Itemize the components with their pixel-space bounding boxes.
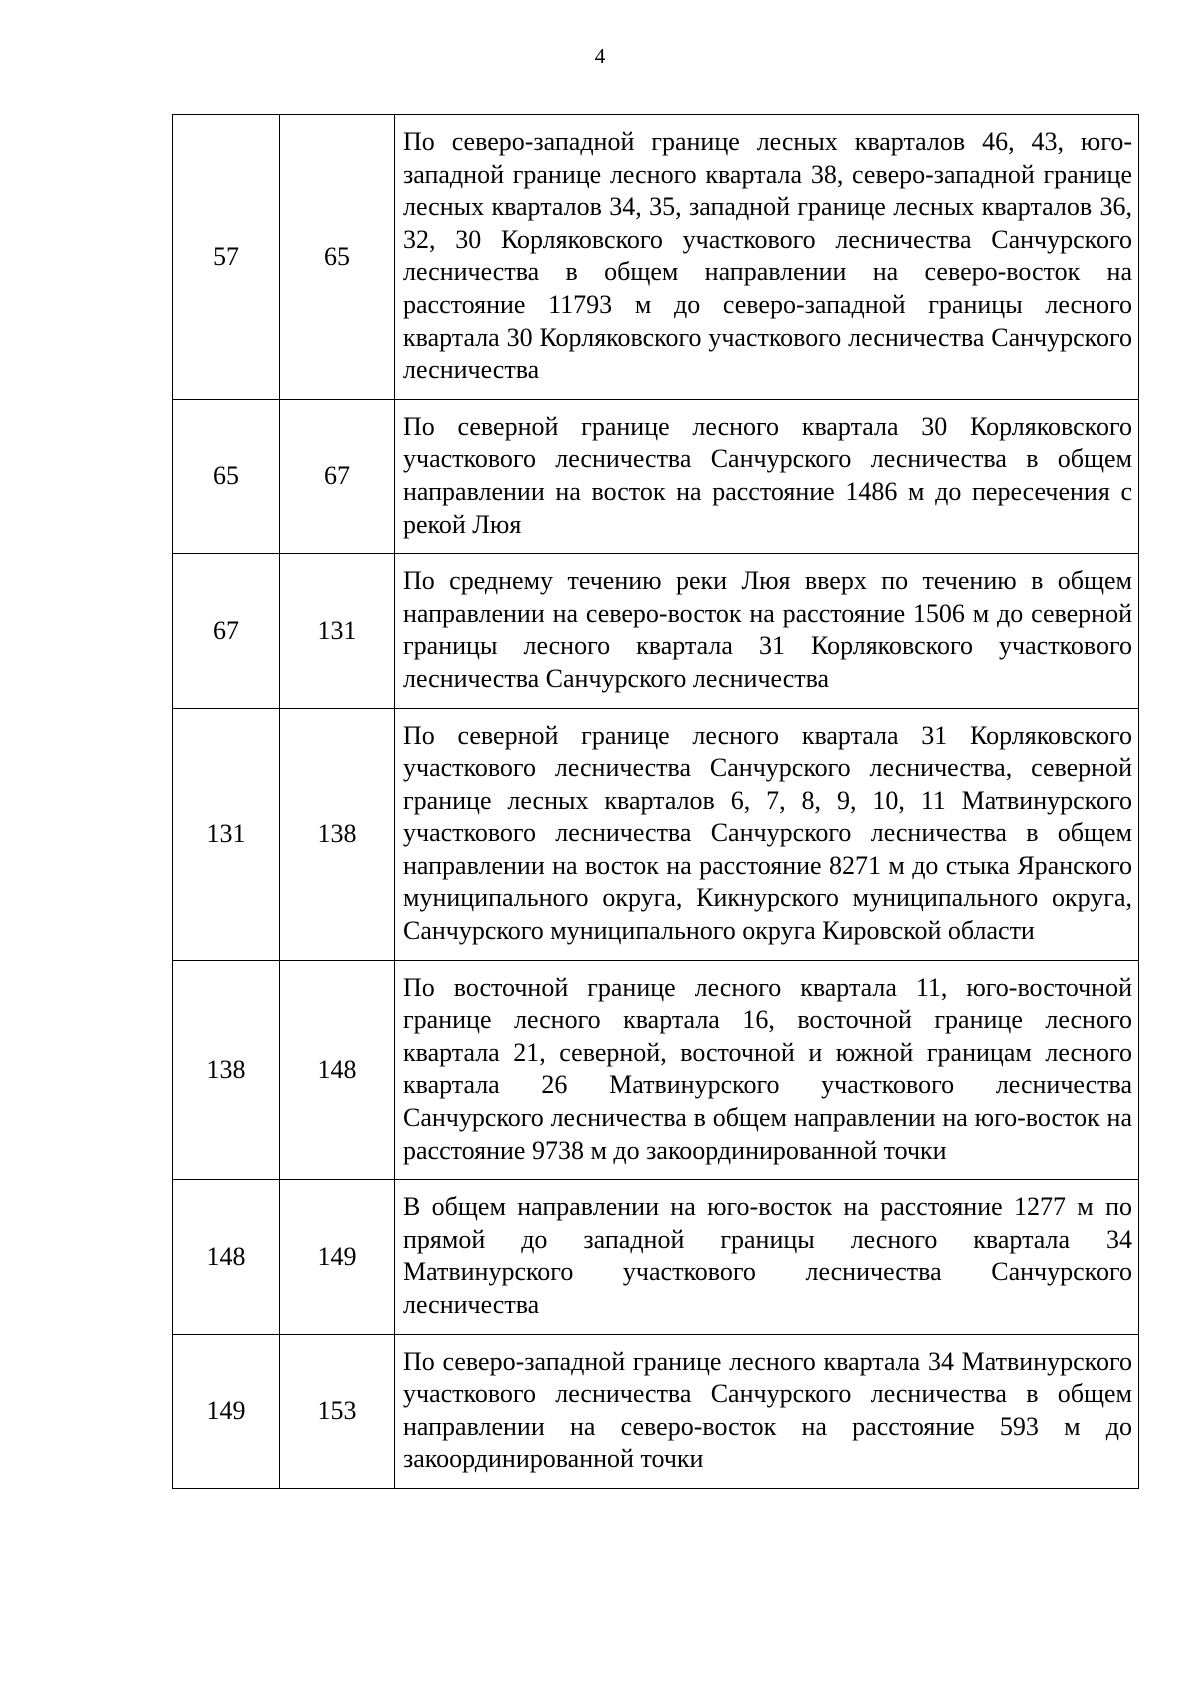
description-cell: По восточной границе лесного квартала 11, юго-восточной границе лесного квартала 16, восточной границе лесного квартала 21, северной, восточной и южной границам лесного квартала 26 Матвинурского участкового лесничества Санчурского лесничества в общем направлении на юго-восток на расстояние 9738 м до закоординированной точки [395,960,1139,1180]
from-point-cell: 65 [173,399,280,553]
from-point-cell: 138 [173,960,280,1180]
to-point-cell: 148 [280,960,395,1180]
to-point-cell: 131 [280,554,395,708]
from-point-cell: 148 [173,1180,280,1334]
table-row [173,1334,1139,1488]
from-point-cell: 131 [173,708,280,960]
table-row [173,960,1139,1180]
description-cell: По северной границе лесного квартала 31 Корляковского участкового лесничества Санчурского лесничества, северной границе лесных кварталов 6, 7, 8, 9, 10, 11 Матвинурского участкового лесничества Санчурского лесничества в общем направлении на восток на расстояние 8271 м до стыка Яранского муниципального округа, Кикнурского муниципального округа, Санчурского муниципального округа Кировской области [395,708,1139,960]
table-row [173,554,1139,708]
table-row [173,115,1139,400]
table-row [173,1180,1139,1334]
description-cell: По северо-западной границе лесных кварталов 46, 43, юго-западной границе лесного квартала 38, северо-западной границе лесных кварталов 34, 35, западной границе лесных кварталов 36, 32, 30 Корляковского участкового лесничества Санчурского лесничества в общем направлении на северо-восток на расстояние 11793 м до северо-западной границы лесного квартала 30 Корляковского участкового лесничества Санчурского лесничества [395,115,1139,400]
from-point-cell: 57 [173,115,280,400]
from-point-cell: 149 [173,1334,280,1488]
table-row [173,708,1139,960]
description-cell: По северо-западной границе лесного квартала 34 Матвинурского участкового лесничества Санчурского лесничества в общем направлении на северо-восток на расстояние 593 м до закоординированной точки [395,1334,1139,1488]
description-cell: По среднему течению реки Люя вверх по течению в общем направлении на северо-восток на расстояние 1506 м до северной границы лесного квартала 31 Корляковского участкового лесничества Санчурского лесничества [395,554,1139,708]
page-number: 4 [594,44,606,68]
to-point-cell: 65 [280,115,395,400]
from-point-cell: 67 [173,554,280,708]
to-point-cell: 149 [280,1180,395,1334]
description-cell: В общем направлении на юго-восток на расстояние 1277 м по прямой до западной границы лесного квартала 34 Матвинурского участкового лесничества Санчурского лесничества [395,1180,1139,1334]
description-cell: По северной границе лесного квартала 30 Корляковского участкового лесничества Санчурского лесничества в общем направлении на восток на расстояние 1486 м до пересечения с рекой Люя [395,399,1139,553]
to-point-cell: 153 [280,1334,395,1488]
boundary-table [172,114,1139,1489]
to-point-cell: 67 [280,399,395,553]
table-row [173,399,1139,553]
to-point-cell: 138 [280,708,395,960]
